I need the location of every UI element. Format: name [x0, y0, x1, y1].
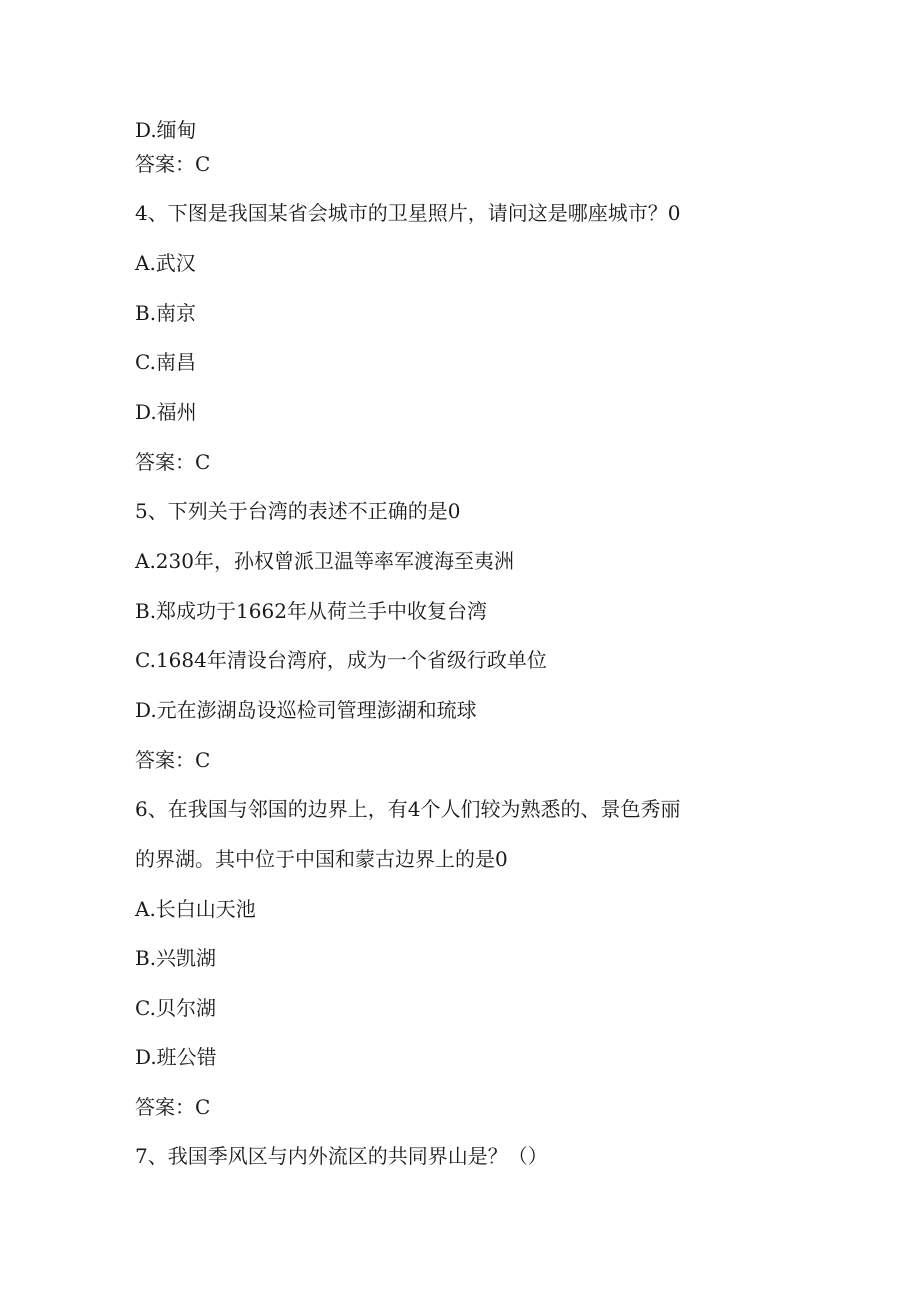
q6-option-b: B.兴凯湖	[135, 946, 217, 970]
q4-option-b: B.南京	[135, 301, 197, 325]
q5-option-a: A.230年，孙权曾派卫温等率军渡海至夷洲	[135, 549, 514, 573]
q6-option-a: A.长白山天池	[135, 897, 256, 921]
q4-answer: 答案：C	[135, 450, 211, 474]
q7-question: 7、我国季风区与内外流区的共同界山是？（）	[135, 1144, 548, 1168]
q5-question: 5、下列关于台湾的表述不正确的是0	[135, 499, 461, 523]
q6-option-d: D.班公错	[135, 1045, 217, 1069]
q5-answer: 答案：C	[135, 748, 211, 772]
q4-option-d: D.福州	[135, 400, 197, 424]
q3-option-d: D.缅甸	[135, 118, 197, 142]
q3-answer: 答案：C	[135, 152, 211, 176]
q6-question-line1: 6、在我国与邻国的边界上，有4个人们较为熟悉的、景色秀丽	[135, 797, 681, 821]
q5-option-c: C.1684年清设台湾府，成为一个省级行政单位	[135, 648, 547, 672]
q4-option-a: A.武汉	[135, 251, 196, 275]
q5-option-b: B.郑成功于1662年从荷兰手中收复台湾	[135, 599, 487, 623]
q4-question: 4、下图是我国某省会城市的卫星照片，请问这是哪座城市？0	[135, 201, 681, 225]
q6-answer: 答案：C	[135, 1095, 211, 1119]
q6-option-c: C.贝尔湖	[135, 996, 216, 1020]
q6-question-line2: 的界湖。其中位于中国和蒙古边界上的是0	[135, 847, 508, 871]
q4-option-c: C.南昌	[135, 350, 196, 374]
q5-option-d: D.元在澎湖岛设巡检司管理澎湖和琉球	[135, 698, 477, 722]
